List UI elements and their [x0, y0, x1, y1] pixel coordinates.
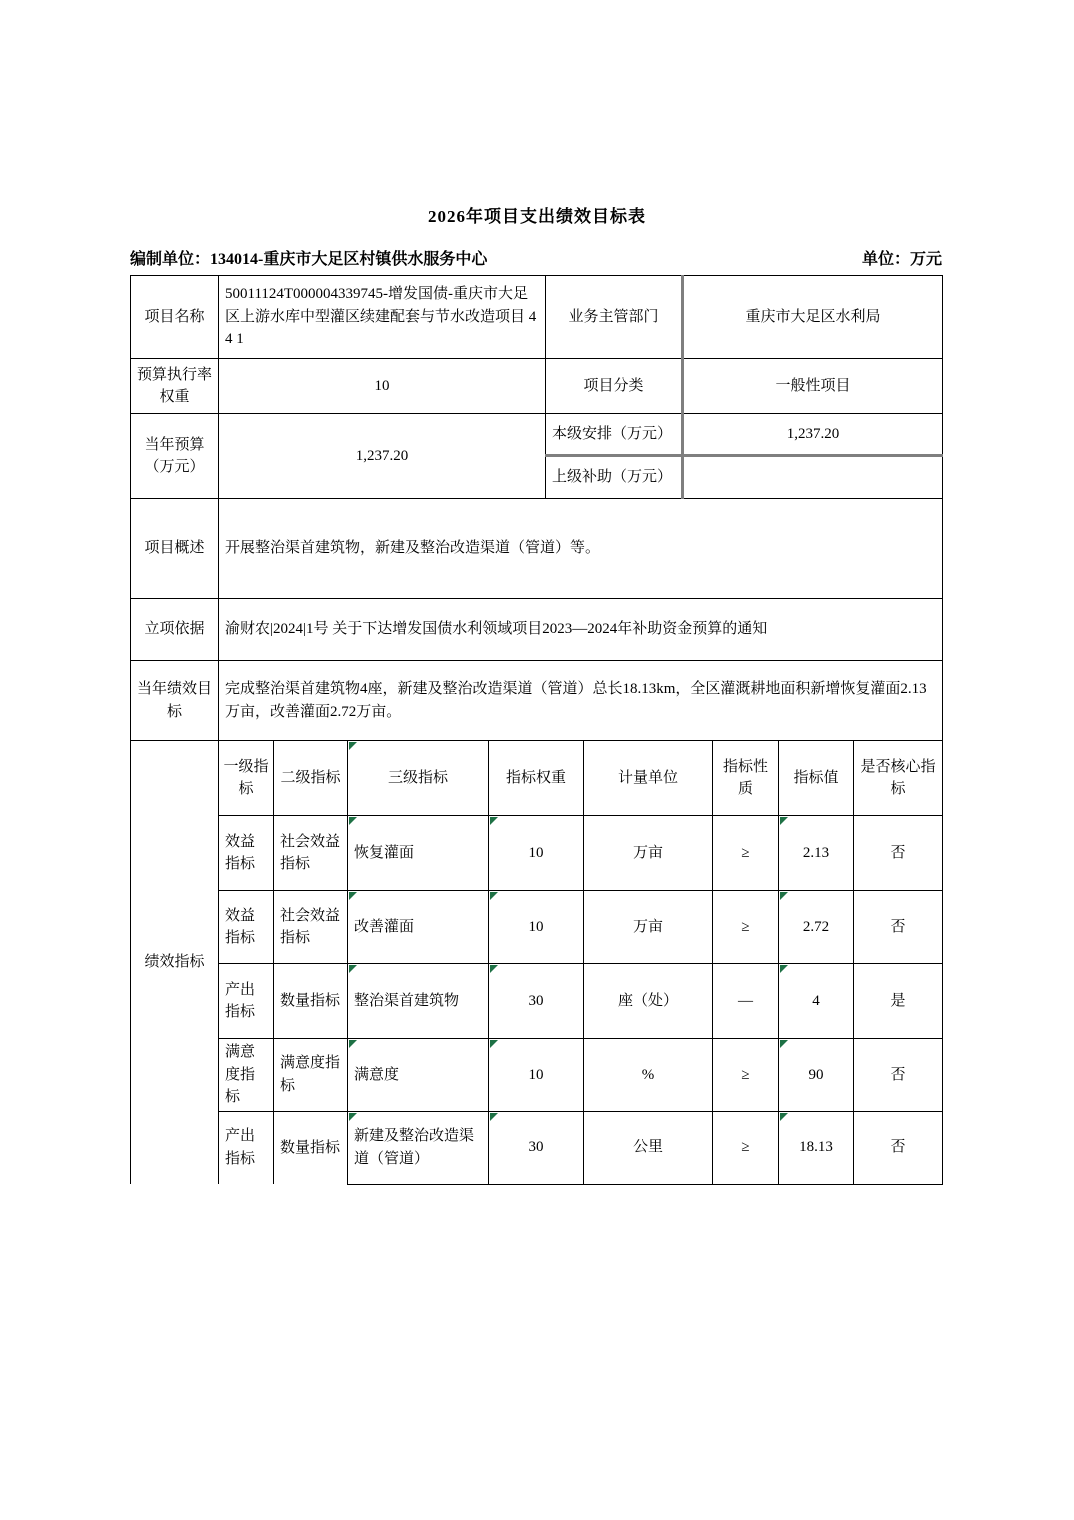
- indicator-weight-text: 10: [528, 918, 544, 935]
- indicator-level3-text: 改善灌面: [354, 918, 415, 935]
- indicator-level2: 社会效益指标: [274, 891, 348, 964]
- annual-budget-label: 当年预算（万元）: [131, 414, 219, 499]
- indicator-level1: 效益指标: [219, 816, 274, 891]
- budget-exec-weight-label: 预算执行率权重: [131, 359, 219, 414]
- indicator-level1: 效益指标: [219, 891, 274, 964]
- indicator-weight-text: 30: [528, 992, 544, 1009]
- indicator-unit: 座（处）: [584, 964, 713, 1039]
- indicator-level2: 社会效益指标: [274, 816, 348, 891]
- indicator-value: [779, 1111, 854, 1184]
- green-corner-marker-icon: [780, 965, 788, 973]
- indicator-level3-text: 恢复灌面: [354, 844, 415, 861]
- indicator-value: [779, 891, 854, 964]
- category-label: 项目分类: [546, 359, 683, 414]
- indicator-level2: 数量指标: [274, 964, 348, 1039]
- indicator-row: [131, 816, 943, 891]
- table-row: [131, 499, 943, 599]
- indicator-core: 否: [854, 891, 943, 964]
- indicator-value-text: 2.72: [802, 918, 830, 935]
- overview-label: 项目概述: [131, 499, 219, 599]
- green-corner-marker-icon: [349, 742, 357, 750]
- project-name-label: 项目名称: [131, 276, 219, 359]
- indicator-nature: ≥: [713, 1111, 779, 1184]
- indicator-level3: [348, 1111, 489, 1184]
- indicator-nature: ≥: [713, 891, 779, 964]
- indicator-value-text: 4: [812, 992, 820, 1009]
- indicator-nature: ≥: [713, 816, 779, 891]
- indicator-weight: [489, 891, 584, 964]
- indicator-level3-text: 满意度: [354, 1066, 400, 1083]
- table-row: [131, 661, 943, 741]
- indicator-core: 否: [854, 1111, 943, 1184]
- indicator-row: [131, 891, 943, 964]
- green-corner-marker-icon: [349, 1113, 357, 1121]
- indicator-level3: [348, 1039, 489, 1112]
- indicator-row: [131, 1111, 943, 1184]
- indicator-nature: —: [713, 964, 779, 1039]
- indicator-row: [131, 964, 943, 1039]
- indicator-weight: [489, 816, 584, 891]
- basis-value: 渝财农|2024|1号 关于下达增发国债水利领域项目2023—2024年补助资金预算的通知: [219, 599, 943, 661]
- indicators-table: [130, 740, 943, 1185]
- project-name-value: 50011124T000004339745-增发国债-重庆市大足区上游水库中型灌区续建配套与节水改造项目 4 4 1: [219, 276, 546, 359]
- green-corner-marker-icon: [780, 817, 788, 825]
- indicator-core: 否: [854, 1039, 943, 1112]
- table-row: [131, 599, 943, 661]
- green-corner-marker-icon: [490, 892, 498, 900]
- green-corner-marker-icon: [349, 1040, 357, 1048]
- annual-goal-label: 当年绩效目标: [131, 661, 219, 741]
- header-level2: 二级指标: [274, 741, 348, 816]
- indicator-value-text: 90: [808, 1066, 824, 1083]
- indicator-unit: 万亩: [584, 816, 713, 891]
- project-info-table: [130, 275, 943, 741]
- indicator-unit: 万亩: [584, 891, 713, 964]
- indicators-header-row: [131, 741, 943, 816]
- indicator-level1: 满意度指标: [219, 1039, 274, 1112]
- meta-row: [130, 246, 942, 269]
- annual-goal-value: 完成整治渠首建筑物4座，新建及整治改造渠道（管道）总长18.13km，全区灌溉耕地面积新增恢复灌面2.13万亩，改善灌面2.72万亩。: [219, 661, 943, 741]
- green-corner-marker-icon: [780, 1040, 788, 1048]
- superior-subsidy-value: [683, 456, 943, 499]
- overview-value: 开展整治渠首建筑物，新建及整治改造渠道（管道）等。: [219, 499, 943, 599]
- basis-label: 立项依据: [131, 599, 219, 661]
- indicator-level2: 满意度指标: [274, 1039, 348, 1112]
- page-title: 2026年项目支出绩效目标表: [428, 207, 646, 226]
- green-corner-marker-icon: [349, 892, 357, 900]
- indicator-level3: [348, 964, 489, 1039]
- header-value: 指标值: [779, 741, 854, 816]
- indicator-value-text: 2.13: [802, 844, 830, 861]
- indicator-level3: [348, 891, 489, 964]
- local-arrangement-value: 1,237.20: [683, 414, 943, 456]
- indicator-value: [779, 964, 854, 1039]
- indicator-weight-text: 30: [528, 1139, 544, 1156]
- indicator-level3: [348, 816, 489, 891]
- prepared-by: [130, 246, 487, 269]
- green-corner-marker-icon: [490, 1040, 498, 1048]
- green-corner-marker-icon: [490, 817, 498, 825]
- indicator-level1: 产出指标: [219, 1111, 274, 1184]
- header-unit: 计量单位: [584, 741, 713, 816]
- green-corner-marker-icon: [490, 965, 498, 973]
- indicator-value: [779, 816, 854, 891]
- green-corner-marker-icon: [349, 965, 357, 973]
- indicator-core: 是: [854, 964, 943, 1039]
- table-row: [131, 414, 943, 456]
- green-corner-marker-icon: [780, 892, 788, 900]
- indicator-level1: 产出指标: [219, 964, 274, 1039]
- dept-label: 业务主管部门: [546, 276, 683, 359]
- annual-budget-value: 1,237.20: [219, 414, 546, 499]
- table-row: [131, 276, 943, 359]
- indicator-level3-text: 整治渠首建筑物: [354, 992, 460, 1009]
- header-level1: 一级指标: [219, 741, 274, 816]
- prepared-by-value: 134014-重庆市大足区村镇供水服务中心: [210, 251, 488, 268]
- tables-wrapper: [130, 275, 942, 1185]
- header-nature: 指标性质: [713, 741, 779, 816]
- indicators-section-label: 绩效指标: [131, 741, 219, 1185]
- category-value: 一般性项目: [683, 359, 943, 414]
- header-weight: 指标权重: [489, 741, 584, 816]
- table-row: [131, 359, 943, 414]
- indicator-weight: [489, 964, 584, 1039]
- indicator-nature: ≥: [713, 1039, 779, 1112]
- green-corner-marker-icon: [490, 1113, 498, 1121]
- unit-note: 单位：万元: [861, 251, 942, 268]
- dept-value: 重庆市大足区水利局: [683, 276, 943, 359]
- indicator-unit: %: [584, 1039, 713, 1112]
- prepared-by-label: 编制单位：: [130, 251, 211, 268]
- indicator-value-text: 18.13: [799, 1139, 833, 1156]
- indicator-weight-text: 10: [528, 844, 544, 861]
- indicator-weight: [489, 1111, 584, 1184]
- indicator-weight: [489, 1039, 584, 1112]
- indicator-level2: 数量指标: [274, 1111, 348, 1184]
- indicator-level3-text: 新建及整治改造渠道（管道）: [354, 1128, 475, 1167]
- green-corner-marker-icon: [780, 1113, 788, 1121]
- indicator-core: 否: [854, 816, 943, 891]
- budget-exec-weight-value: 10: [219, 359, 546, 414]
- indicator-row: [131, 1039, 943, 1112]
- indicator-unit: 公里: [584, 1111, 713, 1184]
- indicator-weight-text: 10: [528, 1066, 544, 1083]
- local-arrangement-label: 本级安排（万元）: [546, 414, 683, 456]
- superior-subsidy-label: 上级补助（万元）: [546, 456, 683, 499]
- header-core: 是否核心指标: [854, 741, 943, 816]
- indicator-value: [779, 1039, 854, 1112]
- header-level3: [348, 741, 489, 816]
- green-corner-marker-icon: [349, 817, 357, 825]
- header-level3-text: 三级指标: [387, 769, 448, 786]
